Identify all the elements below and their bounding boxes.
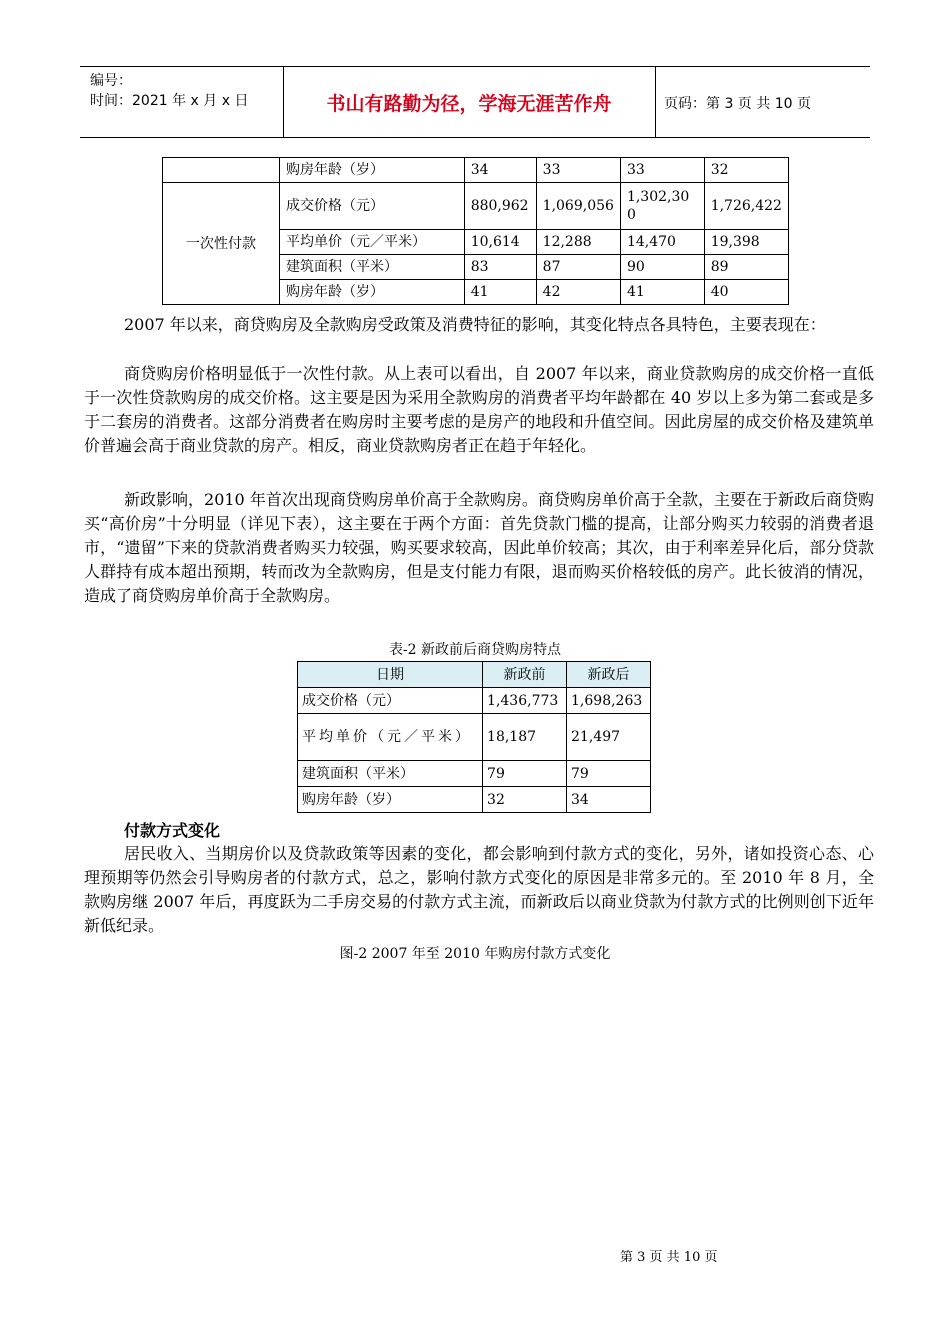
row-label: 建筑面积（平米） <box>298 761 483 787</box>
paragraph-payment-change: 居民收入、当期房价以及贷款政策等因素的变化，都会影响到付款方式的变化，另外，诸如投资心态、心理预期等仍然会引导购房者的付款方式，总之，影响付款方式变化的原因是非常多元的。至 2010 年 8 月，全款购房继 2007 年后，再度跃为二手房交易的付款方式主流，而新政后以商业贷款为付款方式的比例则创下近年新低纪录。 <box>84 844 874 935</box>
table-payment-stats <box>162 157 789 305</box>
table-cell: 10,614 <box>464 230 536 255</box>
table-cell: 33 <box>536 158 620 183</box>
figure-caption: 图-2 2007 年至 2010 年购房付款方式变化 <box>339 946 611 962</box>
table-cell: 1,436,773 <box>483 688 567 714</box>
section-title: 付款方式变化 <box>124 821 221 840</box>
table-cell: 14,470 <box>620 230 704 255</box>
table-cell: 79 <box>567 761 651 787</box>
table-cell: 1,698,263 <box>567 688 651 714</box>
table-row <box>163 183 789 230</box>
row-label: 购房年龄（岁） <box>298 787 483 813</box>
page-header <box>80 66 870 138</box>
table-cell: 83 <box>464 255 536 280</box>
table-row <box>298 714 651 761</box>
table-cell: 41 <box>464 280 536 305</box>
table-cell: 32 <box>704 158 788 183</box>
table-cell: 34 <box>567 787 651 813</box>
table-cell: 33 <box>620 158 704 183</box>
header-meta <box>90 71 248 111</box>
table-cell: 42 <box>536 280 620 305</box>
table-header-row <box>298 662 651 688</box>
row-label: 建筑面积（平米） <box>280 255 465 280</box>
table-cell: 1,726,422 <box>704 183 788 230</box>
table-cell: 18,187 <box>483 714 567 761</box>
row-label: 成交价格（元） <box>280 183 465 230</box>
page-footer: 第 3 页 共 10 页 <box>620 1250 718 1265</box>
header-number-label: 编号： <box>90 73 132 89</box>
table-cell: 40 <box>704 280 788 305</box>
column-header: 日期 <box>298 662 483 688</box>
header-divider-right <box>655 67 656 137</box>
header-motto: 书山有路勤为径，学海无涯苦作舟 <box>326 93 612 115</box>
row-label: 平均单价（元／平米） <box>298 714 483 761</box>
header-page-label: 页码：第 3 页 共 10 页 <box>664 96 811 112</box>
table-cell: 21,497 <box>567 714 651 761</box>
column-header: 新政后 <box>567 662 651 688</box>
table-row <box>298 761 651 787</box>
column-header: 新政前 <box>483 662 567 688</box>
table-cell: 19,398 <box>704 230 788 255</box>
table-cell: 32 <box>483 787 567 813</box>
row-label: 购房年龄（岁） <box>280 280 465 305</box>
table-cell: 87 <box>536 255 620 280</box>
paragraph-policy-impact: 新政影响，2010 年首次出现商贷购房单价高于全款购房。商贷购房单价高于全款，主要在于新政后商贷购买“高价房”十分明显（详见下表），这主要在于两个方面：首先贷款门槛的提高，让部分购买力较弱的消费者退市，“遗留”下来的贷款消费者购买力较强，购买要求较高，因此单价较高；其次，由于利率差异化后，部分贷款人群持有成本超出预期，转而改为全款购房，但是支付能力有限，退而购买价格较低的房产。此长彼消的情况，造成了商贷购房单价高于全款购房。 <box>84 490 874 605</box>
table-cell: 1,302,300 <box>620 183 704 230</box>
group-label: 一次性付款 <box>163 183 280 305</box>
table-cell: 89 <box>704 255 788 280</box>
table-row <box>298 688 651 714</box>
row-label: 购房年龄（岁） <box>280 158 465 183</box>
table-cell: 1,069,056 <box>536 183 620 230</box>
row-label: 成交价格（元） <box>298 688 483 714</box>
table-cell: 41 <box>620 280 704 305</box>
paragraph-intro: 2007 年以来，商贷购房及全款购房受政策及消费特征的影响，其变化特点各具特色，主要表现在： <box>124 315 826 334</box>
table-cell: 880,962 <box>464 183 536 230</box>
table-cell: 12,288 <box>536 230 620 255</box>
table-cell: 79 <box>483 761 567 787</box>
paragraph-price-compare: 商贷购房价格明显低于一次性付款。从上表可以看出，自 2007 年以来，商业贷款购房的成交价格一直低于一次性贷款购房的成交价格。这主要是因为采用全款购房的消费者平均年龄都在 40 岁以上多为第二套或是多于二套房的消费者。这部分消费者在购房时主要考虑的是房产的地段和升值空间。因此房屋的成交价格及建筑单价普遍会高于商业贷款的房产。相反，商业贷款购房者正在趋于年轻化。 <box>84 364 874 455</box>
header-time-label: 时间：2021 年 x 月 x 日 <box>90 93 249 109</box>
table-cell-empty <box>163 158 280 183</box>
table2-caption: 表-2 新政前后商贷购房特点 <box>388 642 562 658</box>
table-row <box>298 787 651 813</box>
table-cell: 90 <box>620 255 704 280</box>
table-row <box>163 158 789 183</box>
row-label: 平均单价（元／平米） <box>280 230 465 255</box>
table-cell: 34 <box>464 158 536 183</box>
table-policy-compare <box>297 661 651 813</box>
